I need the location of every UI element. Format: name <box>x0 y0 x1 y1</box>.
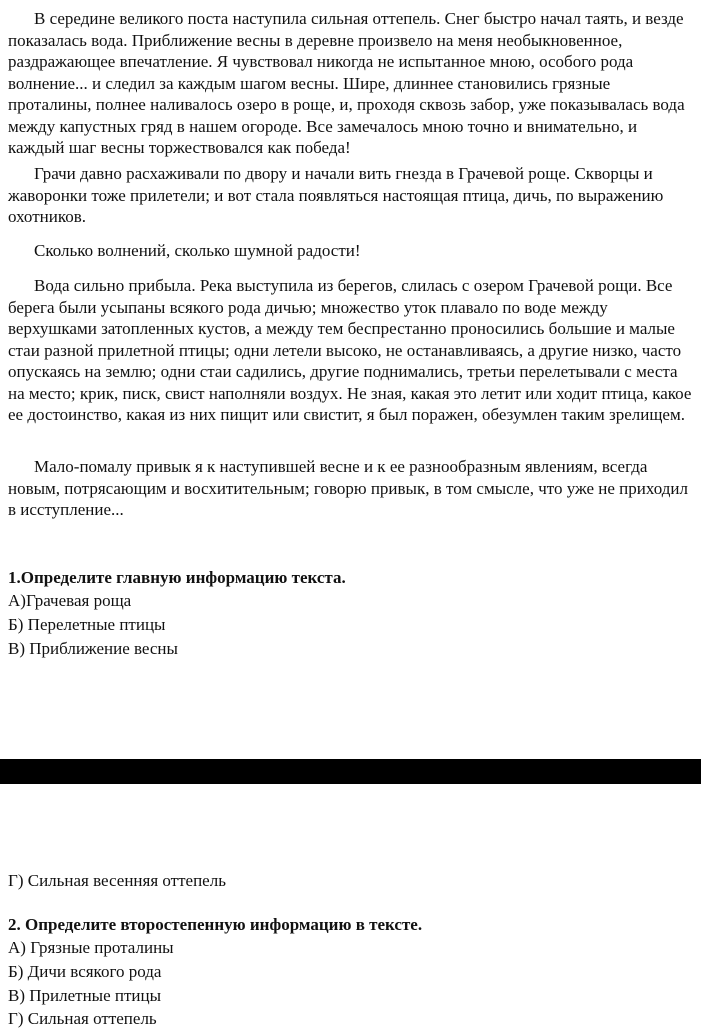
page-separator-band <box>0 759 701 784</box>
question-2-option-g: Г) Сильная оттепель <box>8 1009 157 1028</box>
passage-paragraph-3: Сколько волнений, сколько шумной радости! <box>34 241 361 260</box>
question-1-option-b: Б) Перелетные птицы <box>8 615 166 634</box>
question-2-option-a: А) Грязные проталины <box>8 938 174 957</box>
question-2-option-v: В) Прилетные птицы <box>8 986 162 1005</box>
passage-paragraph-5: Мало-помалу привык я к наступившей весне и к ее разнообразным явлениям, всегда новым, потрясающим и восхитительным; говорю привык, в том смысле, что уже не приходил в исступление... <box>8 457 688 519</box>
question-2-option-b: Б) Дичи всякого рода <box>8 962 162 981</box>
question-2-title: 2. Определите второстепенную информацию в тексте. <box>8 915 423 934</box>
question-1-option-a: А)Грачевая роща <box>8 591 132 610</box>
passage-paragraph-1: В середине великого поста наступила сильная оттепель. Снег быстро начал таять, и везде показалась вода. Приближение весны в деревне произвело на меня необыкновенное, раздражающее впечатление. Я чувствовал никогда не испытанное мною, особого рода волнение... и следил за каждым шагом весны. Шире, длиннее становились грязные проталины, полнее наливалось озеро в роще, и, проходя сквозь забор, уже показывалась вода между капустных гряд в нашем огороде. Все замечалось мною точно и внимательно, и каждый шаг весны торжествовался как победа! <box>8 9 685 157</box>
question-1-option-v: В) Приближение весны <box>8 639 178 658</box>
passage-paragraph-4: Вода сильно прибыла. Река выступила из берегов, слилась с озером Грачевой рощи. Все берега были усыпаны всякого рода дичью; множество уток плавало по воде между верхушками затопленных кустов, а между тем беспрестанно проносились большие и малые стаи разной прилетной птицы; одни летели высоко, не останавливаясь, а другие низко, часто опускаясь на землю; одни стаи садились, другие поднимались, третьи перелетывали с места на место; крик, писк, свист наполняли воздух. Не зная, какая это летит или ходит птица, какое ее достоинство, какая из них пищит или свистит, я был поражен, обезумлен таким зрелищем. <box>8 276 692 424</box>
question-1-option-g: Г) Сильная весенняя оттепель <box>8 871 226 890</box>
question-1-title: 1.Определите главную информацию текста. <box>8 568 346 587</box>
passage-paragraph-2: Грачи давно расхаживали по двору и начали вить гнезда в Грачевой роще. Скворцы и жаворонки тоже прилетели; и вот стала появляться настоящая птица, дичь, по выражению охотников. <box>8 164 664 226</box>
